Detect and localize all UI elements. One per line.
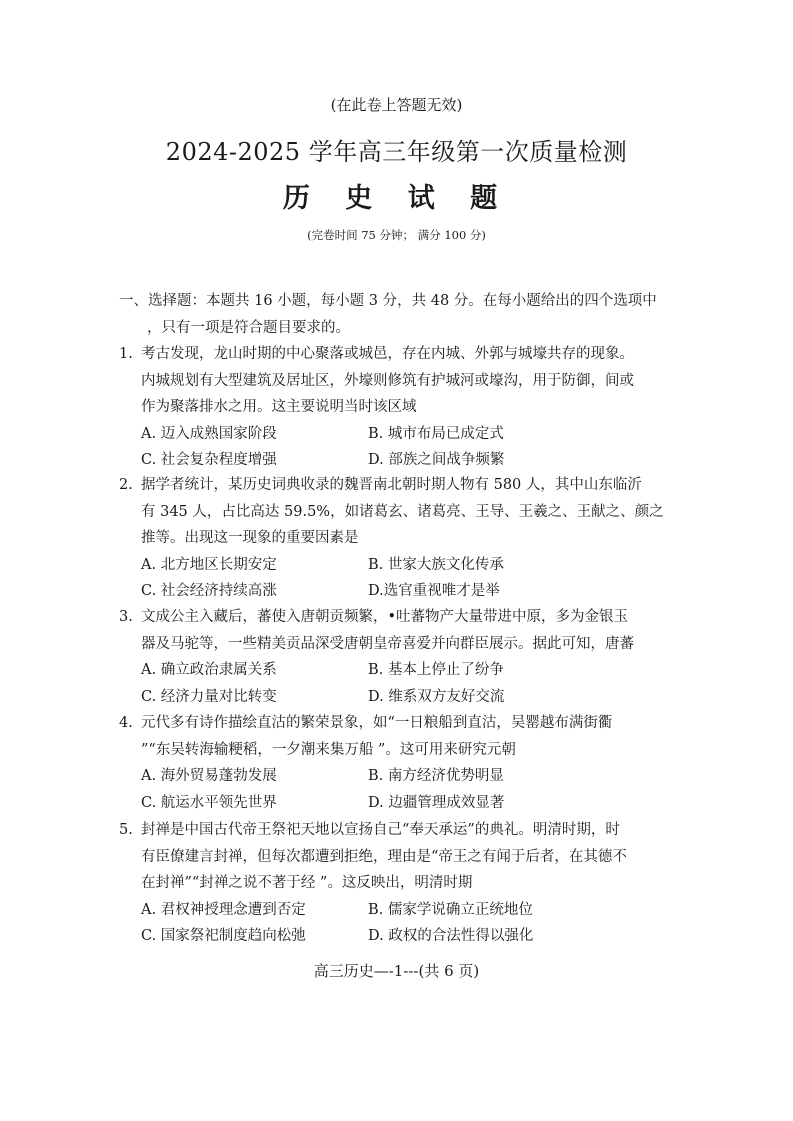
section-instructions bbox=[119, 288, 679, 342]
question-number: 4. bbox=[119, 715, 133, 731]
option-c: C. 社会经济持续高涨 bbox=[141, 583, 277, 599]
question-1 bbox=[119, 341, 679, 474]
time-score-info: (完卷时间 75 分钟； 满分 100 分) bbox=[307, 228, 486, 242]
question-5 bbox=[119, 817, 679, 950]
question-text-line: 有 345 人，占比高达 59.5%，如诸葛玄、诸葛亮、王导、王羲之、王献之、颜之 bbox=[141, 503, 664, 520]
option-b: B. 城市布局已成定式 bbox=[368, 425, 504, 442]
option-c: C. 航运水平领先世界 bbox=[141, 794, 277, 811]
option-b: B. 儒家学说确立正统地位 bbox=[368, 901, 533, 918]
question-3 bbox=[119, 604, 679, 710]
question-2 bbox=[119, 472, 679, 605]
question-number: 3. bbox=[119, 609, 133, 625]
option-b: B. 南方经济优势明显 bbox=[368, 768, 504, 784]
question-text-line: ”“东吴转海输粳稻，一夕潮来集万船 ”。这可用来研究元朝 bbox=[141, 741, 516, 758]
question-text-line: 元代多有诗作描绘直沽的繁荣景象，如“一日粮船到直沽，吴罂越布满街衢 bbox=[141, 715, 613, 731]
option-a: A. 海外贸易蓬勃发展 bbox=[141, 768, 277, 784]
option-d: D. 政权的合法性得以强化 bbox=[368, 928, 534, 944]
question-text-line: 作为聚落排水之用。这主要说明当时该区域 bbox=[141, 399, 417, 415]
option-d: D.选官重视唯才是举 bbox=[368, 583, 500, 599]
exam-title: 2024-2025 学年高三年级第一次质量检测 bbox=[165, 138, 628, 166]
option-d: D. 部族之间战争频繁 bbox=[368, 452, 505, 468]
question-text-line: 内城规划有大型建筑及居址区，外壕则修筑有护城河或壕沟，用于防御，间或 bbox=[141, 372, 634, 389]
option-d: D. 边疆管理成效显著 bbox=[368, 794, 505, 811]
question-text-line: 封禅是中国古代帝王祭祀天地以宣扬自己“奉天承运”的典礼。明清时期，时 bbox=[141, 822, 620, 838]
option-b: B. 世家大族文化传承 bbox=[368, 556, 504, 573]
option-c: C. 社会复杂程度增强 bbox=[141, 452, 277, 468]
section-instructions-line-2: ，只有一项是符合题目要求的。 bbox=[147, 320, 350, 336]
question-text-line: 据学者统计，某历史词典收录的魏晋南北朝时期人物有 580 人，其中山东临沂 bbox=[141, 477, 642, 493]
question-text-line: 有臣僚建言封禅，但每次都遭到拒绝，理由是“帝王之有闻于后者，在其德不 bbox=[141, 848, 627, 865]
question-number: 5. bbox=[119, 822, 133, 838]
option-c: C. 经济力量对比转变 bbox=[141, 688, 277, 705]
question-number: 1. bbox=[119, 346, 133, 362]
page-footer: 高三历史—-1---(共 6 页) bbox=[313, 962, 480, 980]
subject-title: 历 史 试 题 bbox=[282, 183, 511, 214]
option-a: A. 确立政治隶属关系 bbox=[141, 662, 277, 678]
section-instructions-line-1: 一、选择题：本题共 16 小题，每小题 3 分，共 48 分。在每小题给出的四个选项中 bbox=[119, 293, 657, 309]
question-text-line: 文成公主入藏后，蕃使入唐朝贡频繁，•吐蕃物产大量带进中原，多为金银玉 bbox=[141, 609, 629, 625]
option-a: A. 君权神授理念遭到否定 bbox=[141, 901, 306, 918]
option-b: B. 基本上停止了纷争 bbox=[368, 662, 504, 678]
question-text-line: 在封禅”“封禅之说不著于经 ”。这反映出，明清时期 bbox=[141, 875, 473, 891]
question-text-line: 考古发现，龙山时期的中心聚落或城邑，存在内城、外郭与城壕共存的现象。 bbox=[141, 346, 634, 362]
option-d: D. 维系双方友好交流 bbox=[368, 688, 505, 705]
option-a: A. 迈入成熟国家阶段 bbox=[141, 425, 277, 442]
option-c: C. 国家祭祀制度趋向松弛 bbox=[141, 928, 306, 944]
answer-invalid-note: (在此卷上答题无效) bbox=[330, 96, 463, 114]
question-text-line: 推等。出现这一现象的重要因素是 bbox=[141, 530, 359, 546]
question-number: 2. bbox=[119, 477, 133, 493]
question-4 bbox=[119, 710, 679, 816]
question-text-line: 器及马驼等，一些精美贡品深受唐朝皇帝喜爱并向群臣展示。据此可知，唐蕃 bbox=[141, 635, 634, 652]
option-a: A. 北方地区长期安定 bbox=[141, 556, 277, 573]
